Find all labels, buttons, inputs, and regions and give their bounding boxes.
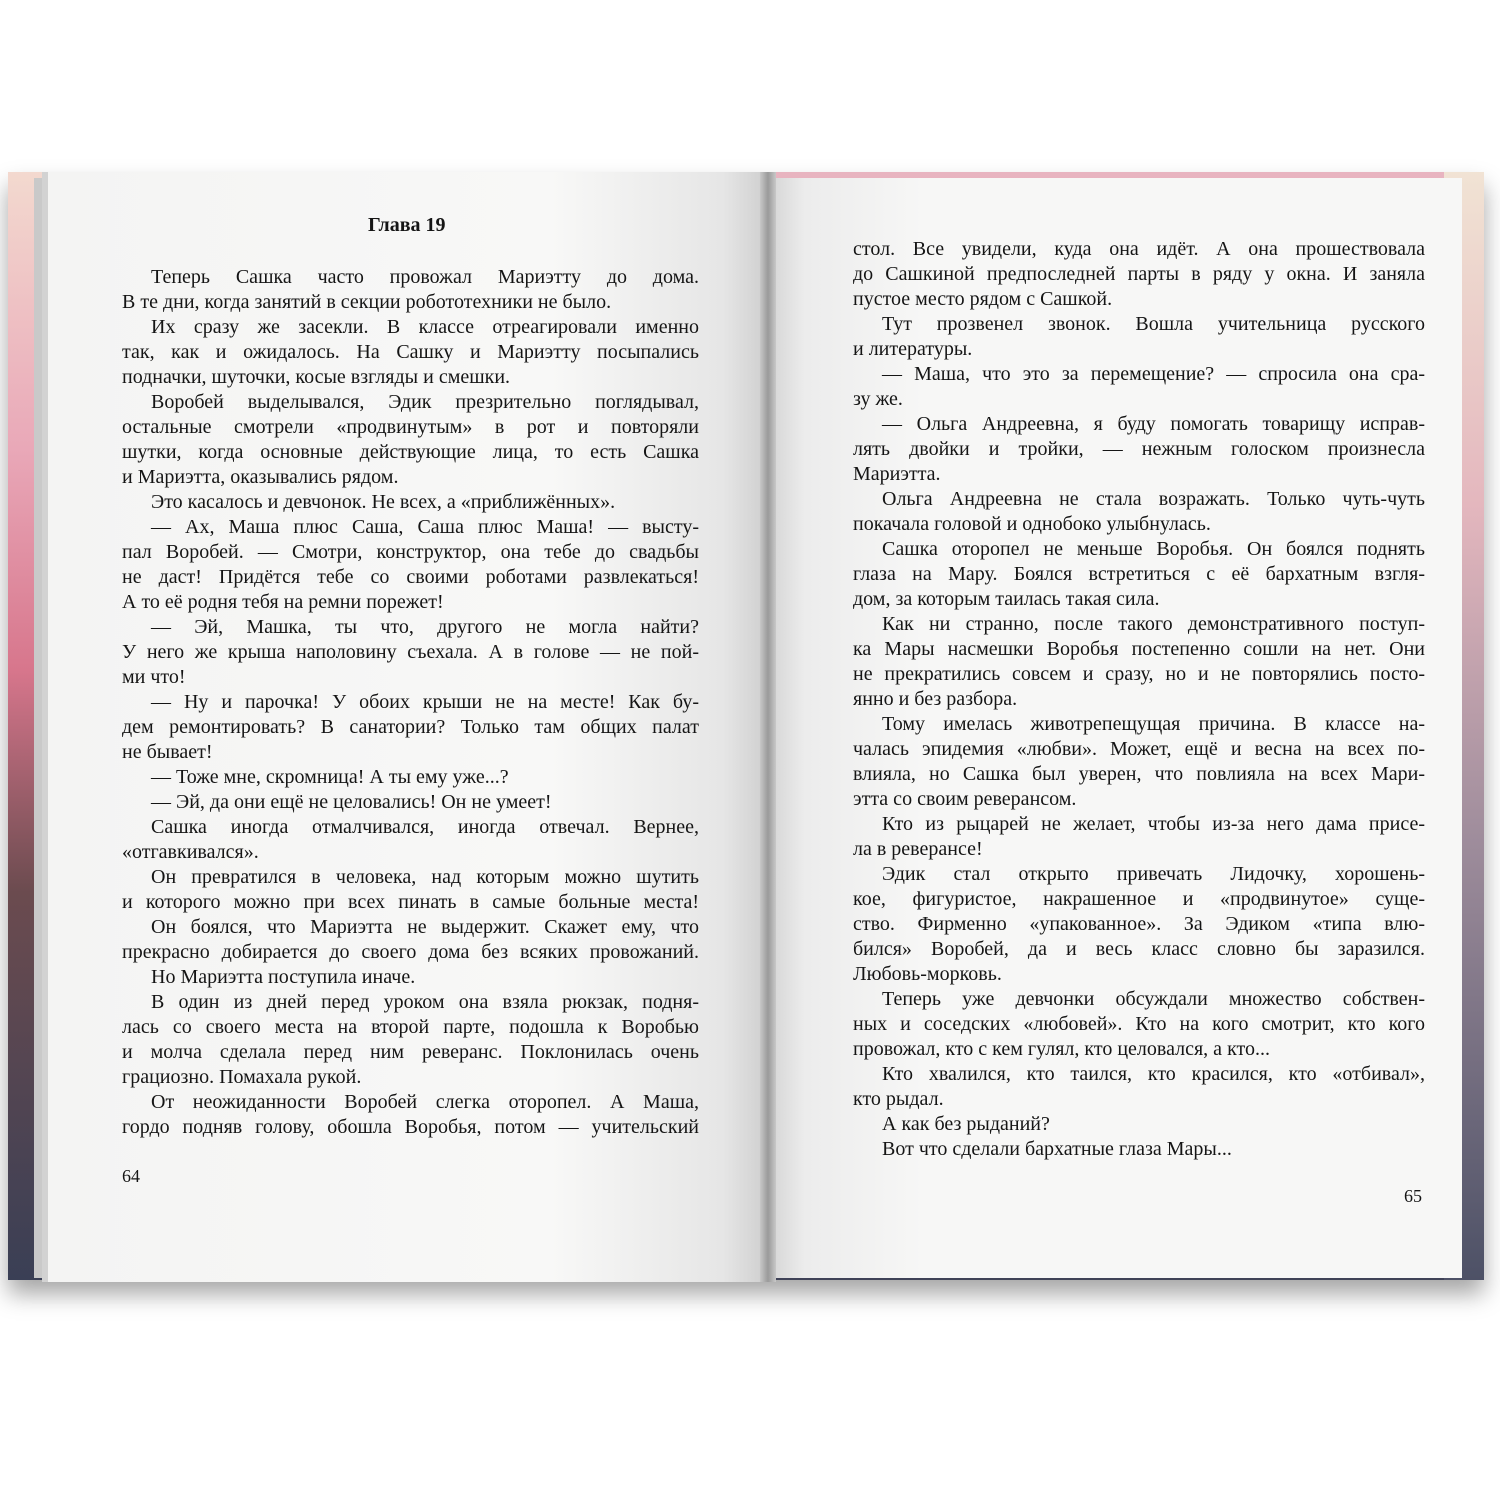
text-line: ми что! <box>122 666 186 688</box>
text-line: этта со своим реверансом. <box>853 788 1077 810</box>
text-line: В те дни, когда занятий в секции робототехники не было. <box>122 291 612 313</box>
text-line: Кто хвалился, кто таился, кто красился, кто «отбивал», <box>882 1063 1425 1085</box>
text-line: В один из дней перед уроком она взяла рюкзак, подня- <box>151 991 699 1013</box>
text-line: Ольга Андреевна не стала возражать. Только чуть-чуть <box>882 488 1425 510</box>
right-page-text <box>853 237 1425 1162</box>
text-line: кто рыдал. <box>853 1088 944 1110</box>
book-spine-gutter <box>760 172 776 1282</box>
text-line: Это касалось и девчонок. Не всех, а «приближённых». <box>151 491 616 513</box>
text-line: влияла, но Сашка был уверен, что повлияла на всех Мари- <box>853 763 1425 785</box>
text-line: ка Мары насмешки Воробья постепенно сошли на нет. Они <box>853 638 1425 660</box>
text-line: до Сашкиной предпоследней парты в ряду у окна. И заняла <box>853 263 1425 285</box>
text-line: «отгавкивался». <box>122 841 259 863</box>
text-line: янно и без разбора. <box>853 688 1018 710</box>
text-line: — Ах, Маша плюс Саша, Саша плюс Маша! — высту- <box>151 516 699 538</box>
text-line: ство. Фирменно «упакованное». За Эдиком «типа влю- <box>853 913 1425 935</box>
text-line: лять двойки и тройки, — нежным голоском произнесла <box>853 438 1425 460</box>
text-line: Теперь Сашка часто провожал Мариэтту до дома. <box>151 266 699 288</box>
text-line: Как ни странно, после такого демонстративного поступ- <box>882 613 1425 635</box>
text-line: и литературы. <box>853 338 973 360</box>
text-line: Воробей выделывался, Эдик презрительно поглядывал, <box>151 391 699 413</box>
text-line: пал Воробей. — Смотри, конструктор, она тебе до свадьбы <box>122 541 699 563</box>
text-line: грациозно. Помахала рукой. <box>122 1066 362 1088</box>
text-line: стол. Все увидели, куда она идёт. А она прошествовала <box>853 238 1425 260</box>
text-line: — Эй, да они ещё не целовались! Он не умеет! <box>151 791 552 813</box>
text-line: дом, за которым таилась такая сила. <box>853 588 1160 610</box>
page-number-left: 64 <box>122 1166 140 1186</box>
text-line: остальные смотрели «продвинутым» в рот и повторяли <box>122 416 699 438</box>
text-line: покачала головой и однобоко улыбнулась. <box>853 513 1211 535</box>
text-line: Любовь-морковь. <box>853 963 1002 985</box>
text-line: подначки, шуточки, косые взгляды и смешки. <box>122 366 511 388</box>
text-line: Мариэтта. <box>853 463 941 485</box>
text-line: Эдик стал открыто привечать Лидочку, хорошень- <box>882 863 1425 885</box>
text-line: бился» Воробей, да и весь класс словно бы заразился. <box>853 938 1425 960</box>
page-number-right: 65 <box>1404 1186 1422 1206</box>
chapter-title: Глава 19 <box>368 214 446 236</box>
text-line: А то её родня тебя на ремни порежет! <box>122 591 444 613</box>
text-line: лась со своего места на второй парте, подошла к Воробью <box>122 1016 699 1038</box>
text-line: — Ольга Андреевна, я буду помогать товарищу исправ- <box>882 413 1425 435</box>
text-line: — Эй, Машка, ты что, другого не могла найти? <box>151 616 699 638</box>
text-line: и которого можно при всех пинать в самые больные места! <box>122 891 699 913</box>
text-line: шутки, когда основные действующие лица, то есть Сашка <box>122 441 699 463</box>
left-page-text <box>122 265 699 1140</box>
text-line: дем ремонтировать? В санатории? Только там общих палат <box>122 716 699 738</box>
text-line: Сашка оторопел не меньше Воробья. Он боялся поднять <box>882 538 1425 560</box>
text-line: Он боялся, что Мариэтта не выдержит. Скажет ему, что <box>151 916 699 938</box>
text-line: — Тоже мне, скромница! А ты ему уже...? <box>151 766 509 788</box>
text-line: А как без рыданий? <box>882 1113 1050 1135</box>
text-line: Их сразу же засекли. В классе отреагировали именно <box>151 316 699 338</box>
text-line: не прекратились совсем и сразу, но и не повторялись посто- <box>853 663 1425 685</box>
text-line: не даст! Придётся тебе со своими роботами развлекаться! <box>122 566 699 588</box>
text-line: — Ну и парочка! У обоих крыши не на месте! Как бу- <box>151 691 699 713</box>
text-line: провожал, кто с кем гулял, кто целовался, а кто... <box>853 1038 1270 1060</box>
text-line: Он превратился в человека, над которым можно шутить <box>151 866 699 888</box>
text-line: Тут прозвенел звонок. Вошла учительница русского <box>882 313 1425 335</box>
text-line: Тому имелась животрепещущая причина. В классе на- <box>882 713 1425 735</box>
text-line: гордо подняв голову, обошла Воробья, потом — учительский <box>122 1116 699 1138</box>
text-line: пустое место рядом с Сашкой. <box>853 288 1113 310</box>
text-line: и Мариэтта, оказывались рядом. <box>122 466 399 488</box>
text-line: Но Мариэтта поступила иначе. <box>151 966 416 988</box>
text-line: глаза на Мару. Боялся встретиться с её бархатным взгля- <box>853 563 1425 585</box>
text-line: так, как и ожидалось. На Сашку и Мариэтту посыпались <box>122 341 699 363</box>
text-line: Теперь уже девчонки обсуждали множество собствен- <box>882 988 1425 1010</box>
text-line: прекрасно добирается до своего дома без всяких провожаний. <box>122 941 699 963</box>
text-line: ных и соседских «любовей». Кто на кого смотрит, кто кого <box>853 1013 1425 1035</box>
text-line: зу же. <box>853 388 903 410</box>
text-line: У него же крыша наполовину съехала. А в голове — не пой- <box>122 641 699 663</box>
text-line: От неожиданности Воробей слегка оторопел. А Маша, <box>151 1091 699 1113</box>
text-line: чалась эпидемия «любви». Может, ещё и весна на всех по- <box>853 738 1425 760</box>
text-line: и молча сделала перед ним реверанс. Поклонилась очень <box>122 1041 699 1063</box>
text-line: Кто из рыцарей не желает, чтобы из-за него дама присе- <box>882 813 1425 835</box>
text-line: кое, фигуристое, накрашенное и «продвинутое» суще- <box>853 888 1425 910</box>
text-line: не бывает! <box>122 741 213 763</box>
text-line: — Маша, что это за перемещение? — спросила она сра- <box>882 363 1425 385</box>
text-line: Вот что сделали бархатные глаза Мары... <box>882 1138 1232 1160</box>
text-line: ла в реверансе! <box>853 838 983 860</box>
text-line: Сашка иногда отмалчивался, иногда отвечал. Вернее, <box>151 816 699 838</box>
